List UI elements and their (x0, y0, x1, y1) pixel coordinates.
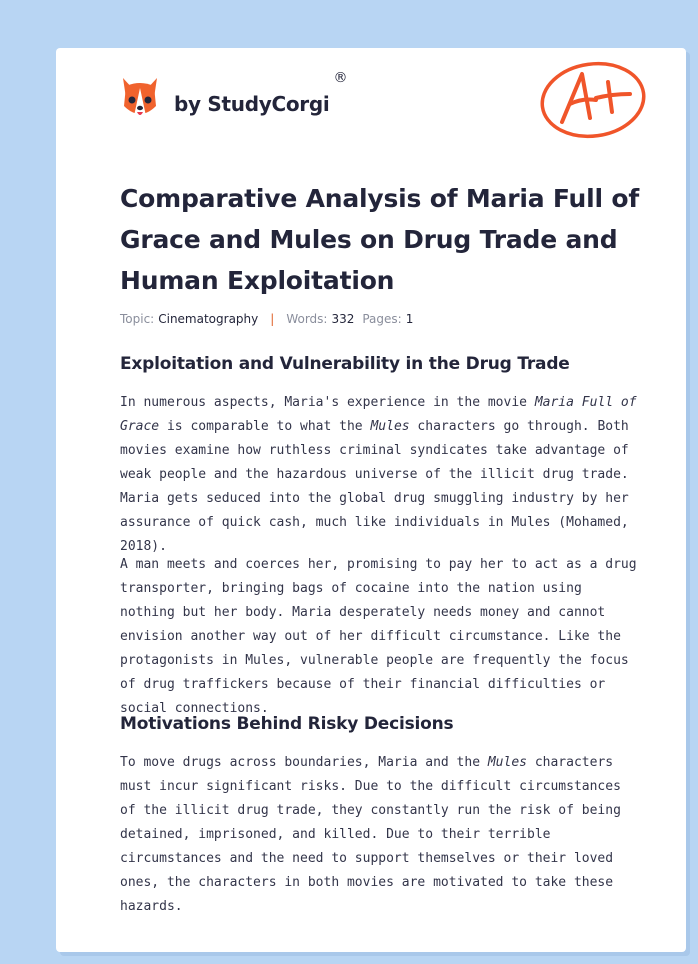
paragraph: To move drugs across boundaries, Maria and the Mules characters must incur significant risks. Due to the difficult circumstances of the illicit drug trade, they constantly run the risk of being detained, imprisoned, and killed. Due to their terrible circumstances and the need to support themselves or their loved ones, the characters in both movies are motivated to take these hazards. (120, 755, 621, 914)
pages-count: 1 (405, 312, 414, 326)
article-meta (120, 312, 413, 326)
topic-link[interactable]: Cinematography (158, 312, 259, 326)
page-title: Comparative Analysis of Maria Full of Grace and Mules on Drug Trade and Human Exploitation (120, 184, 640, 295)
registered-mark: ® (333, 70, 348, 86)
grade-badge (538, 60, 648, 146)
a-plus-icon (538, 60, 648, 142)
brand-logo[interactable] (120, 70, 348, 120)
corgi-icon (120, 76, 160, 120)
topic-label: Topic: (120, 312, 155, 326)
pages-label: Pages: (362, 312, 402, 326)
meta-separator: | (270, 312, 275, 326)
paragraph: A man meets and coerces her, promising to pay her to act as a drug transporter, bringing bags of cocaine into the nation using nothing but her body. Maria desperately needs money and cannot envision another way out of her difficult circumstance. Like the protagonists in Mules, vulnerable people are frequently the focus of drug traffickers because of their financial difficulties or social connections. (120, 557, 637, 716)
brand-name: by StudyCorgi (174, 92, 330, 116)
words-label: Words: (286, 312, 328, 326)
document-page (56, 48, 686, 952)
words-count: 332 (331, 312, 355, 326)
section-heading-motivations: Motivations Behind Risky Decisions (120, 714, 454, 734)
section-heading-exploitation: Exploitation and Vulnerability in the Drug Trade (120, 354, 570, 374)
paragraph: In numerous aspects, Maria's experience in the movie Maria Full of Grace is comparable to what the Mules characters go through. Both movies examine how ruthless criminal syndicates take advantage of weak people and the hazardous universe of the illicit drug trade. Maria gets seduced into the global drug smuggling industry by her assurance of quick cash, much like individuals in Mules (Mohamed, 2018). (120, 395, 637, 554)
